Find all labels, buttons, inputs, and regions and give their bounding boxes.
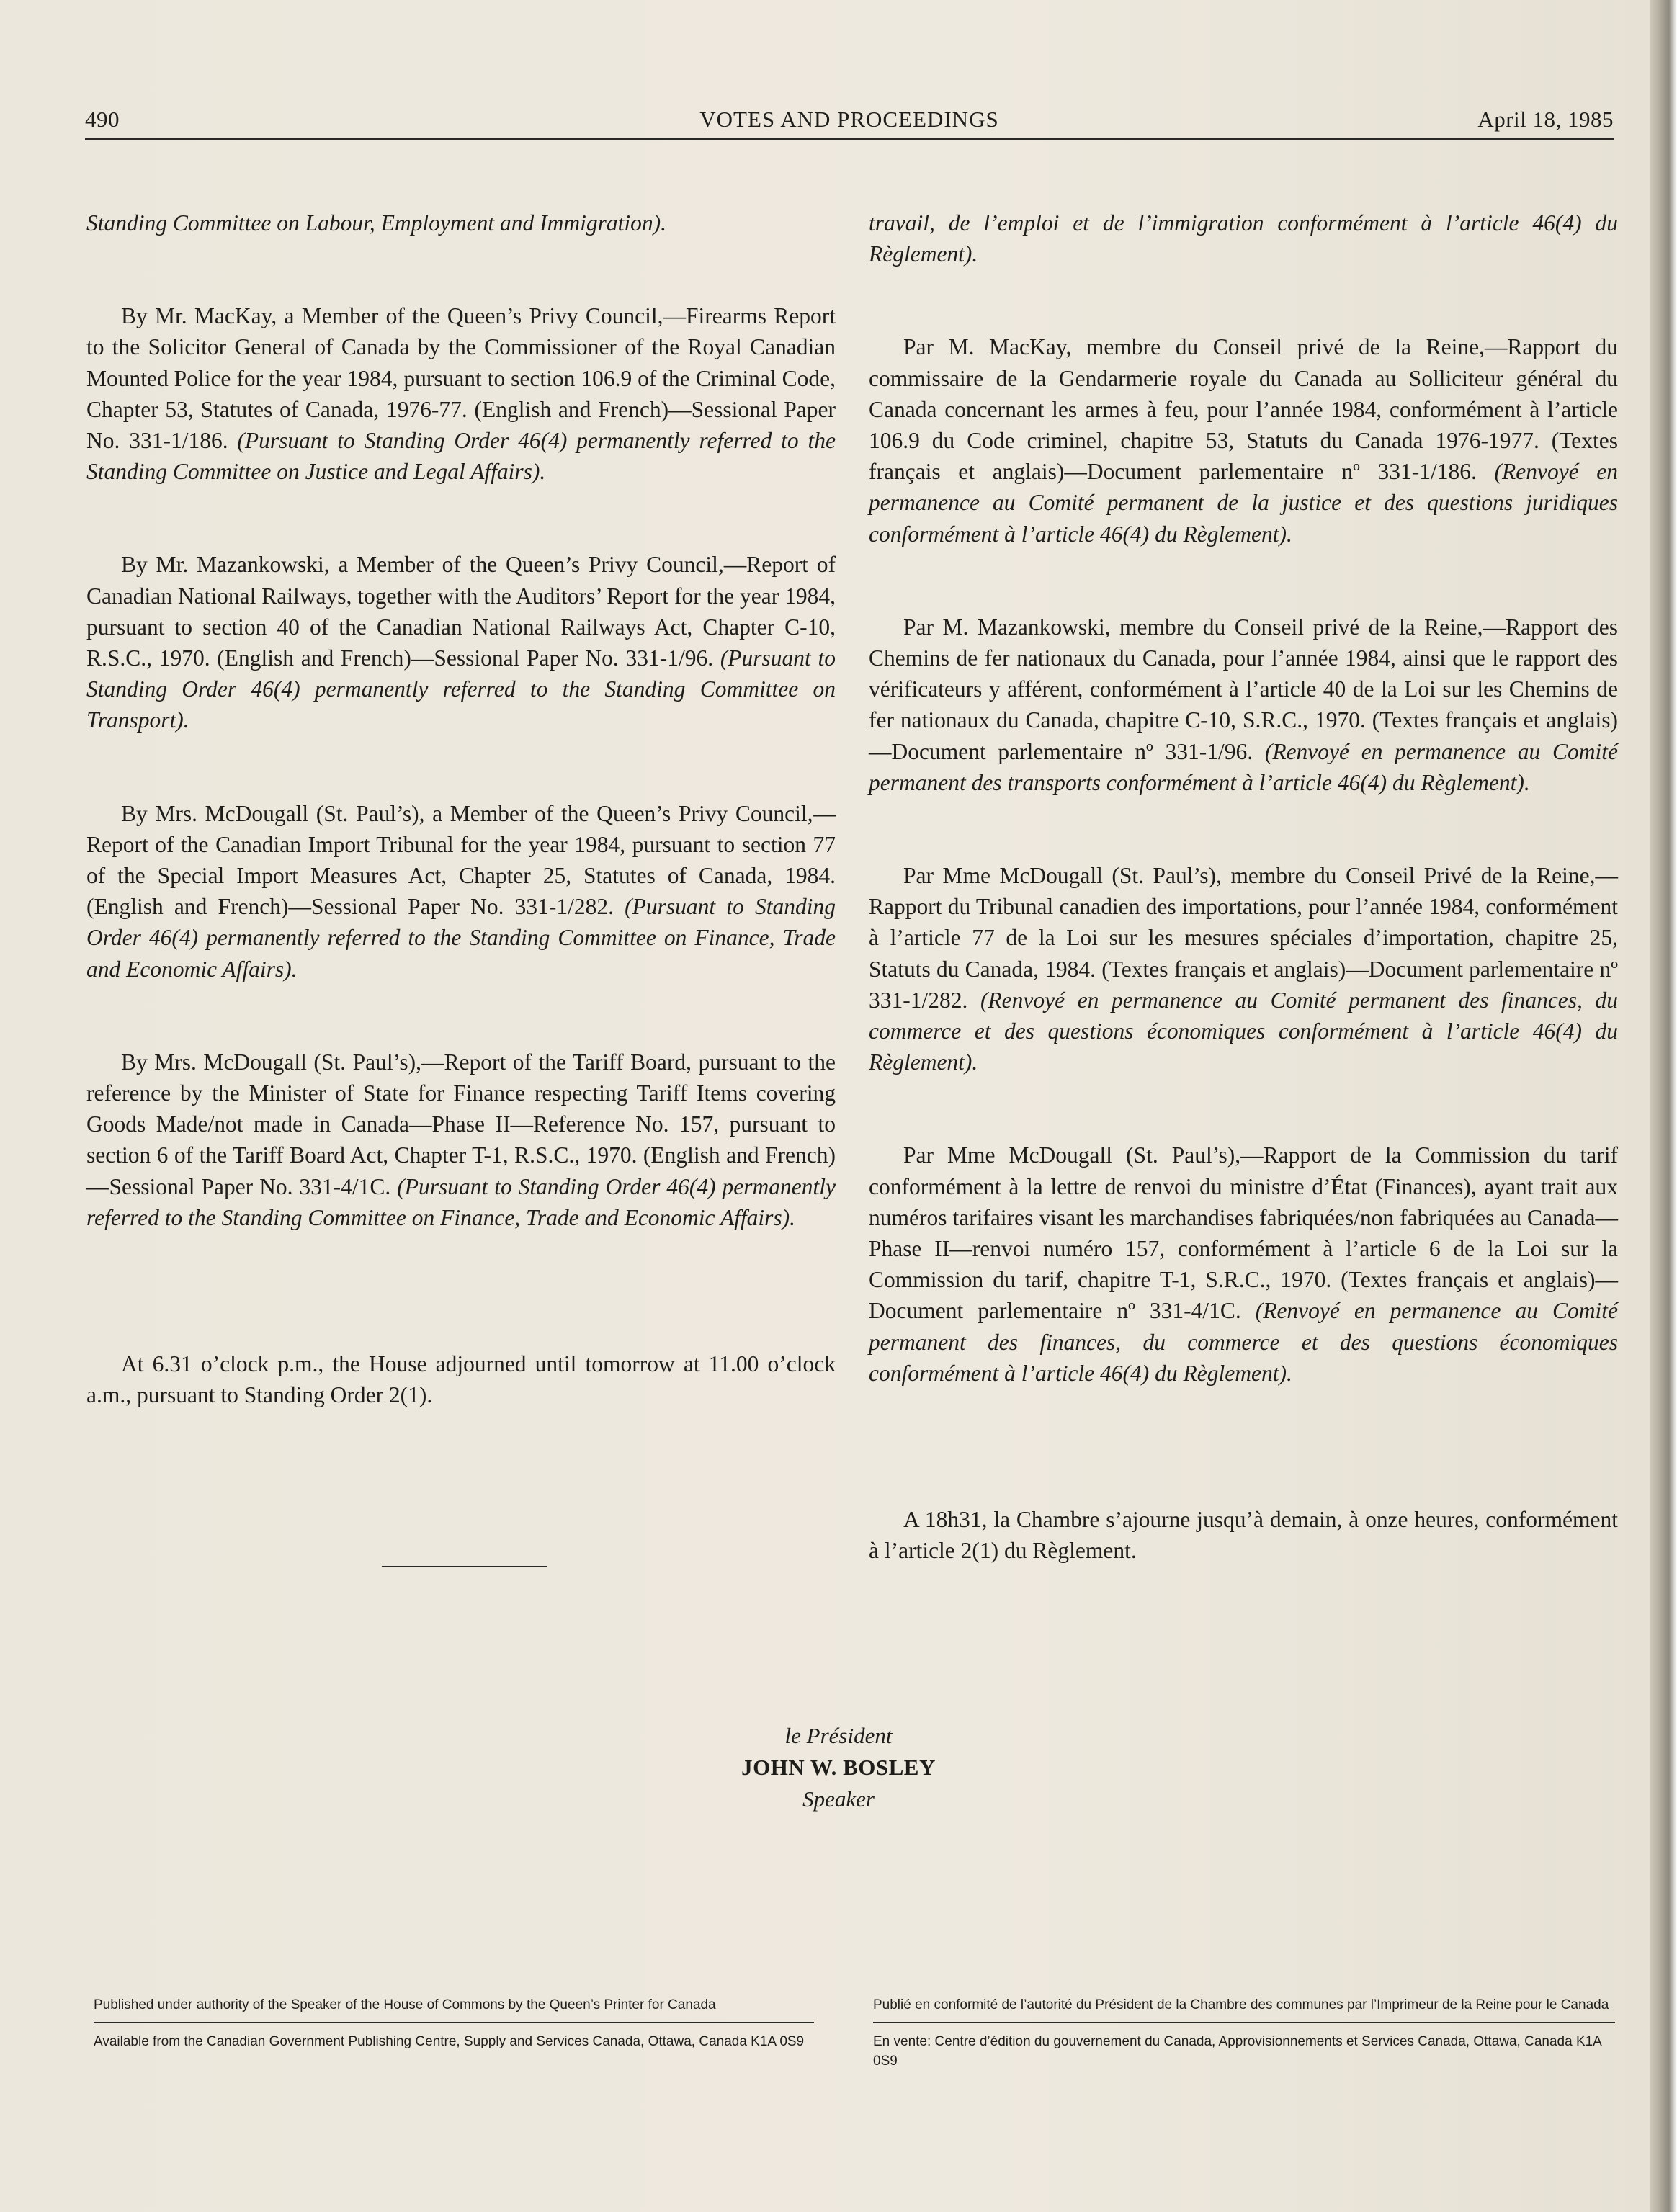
- entry-text: Par M. Mazankowski, membre du Conseil privé de la Reine,—Rapport des Chemins de fer nationaux du Canada, pour l’année 1984, ainsi que le rapport des vérificateurs y afférent, conformément à l’article 40 de la Loi sur les Chemins de fer nationaux du Canada, chapitre C-10, S.R.C., 1970. (Textes français et anglais)—Document parlementaire nº 331-1/96.: [869, 614, 1618, 764]
- footer-english: [94, 1995, 814, 2051]
- entry-referral: (Renvoyé en permanence au Comité permanent des finances, du commerce et des questions économiques conformément à l’article 46(4) du Règlement).: [869, 987, 1618, 1075]
- entry-text: By Mrs. McDougall (St. Paul’s),—Report of the Tariff Board, pursuant to the reference by the Minister of State for Finance respecting Tariff Items covering Goods Made/not made in Canada—Phase II—Reference No. 157, pursuant to section 6 of the Tariff Board Act, Chapter T-1, R.S.C., 1970. (English and French)—Sessional Paper No. 331-4/1C.: [86, 1049, 836, 1199]
- footer-french: [873, 1995, 1615, 2071]
- continued-text: [86, 207, 836, 238]
- entry-mazankowski-en: [86, 549, 836, 735]
- english-column: [86, 207, 836, 1410]
- page-number: 490: [85, 107, 120, 132]
- entry-referral: (Pursuant to Standing Order 46(4) permanently referred to the Standing Committee on Justice and Legal Affairs).: [86, 428, 836, 485]
- header-date: April 18, 1985: [1477, 107, 1614, 132]
- entry-mazankowski-fr: [869, 612, 1618, 798]
- entry-mcdougall-tariff-en: [86, 1047, 836, 1233]
- entry-referral: (Pursuant to Standing Order 46(4) permanently referred to the Standing Committee on Transport).: [86, 645, 836, 733]
- page-edge: [1650, 0, 1677, 2212]
- signature-office: Speaker: [802, 1786, 875, 1812]
- adjournment-text: A 18h31, la Chambre s’ajourne jusqu’à demain, à onze heures, conformément à l’article 2(1) du Règlement.: [869, 1507, 1618, 1564]
- french-column: [869, 207, 1618, 1567]
- entry-text: Par Mme McDougall (St. Paul’s),—Rapport de la Commission du tarif conformément à la lettre de renvoi du ministre d’État (Finances), ayant trait aux numéros tarifaires visant les marchandises fabriquées/non fabriquées au Canada—Phase II—renvoi numéro 157, conformément à l’article 6 de la Loi sur la Commission du tarif, chapitre T-1, S.R.C., 1970. (Textes français et anglais)—Document parlementaire nº 331-4/1C.: [869, 1142, 1618, 1324]
- entry-text: By Mr. Mazankowski, a Member of the Queen’s Privy Council,—Report of Canadian National Railways, together with the Auditors’ Report for the year 1984, pursuant to section 40 of the Canadian National Railways Act, Chapter C-10, R.S.C., 1970. (English and French)—Sessional Paper No. 331-1/96.: [86, 552, 836, 671]
- page-header: [85, 107, 1614, 138]
- signature-role: le Président: [784, 1723, 893, 1748]
- entry-mcdougall-import-en: [86, 798, 836, 985]
- running-title: VOTES AND PROCEEDINGS: [699, 107, 999, 132]
- continued-text: [869, 207, 1618, 269]
- entry-text: By Mrs. McDougall (St. Paul’s), a Member of the Queen’s Privy Council,—Report of the Canadian Import Tribunal for the year 1984, pursuant to section 77 of the Special Import Measures Act, Chapter 25, Statutes of Canada, 1984. (English and French)—Sessional Paper No. 331-1/282.: [86, 800, 836, 920]
- adjournment-text: At 6.31 o’clock p.m., the House adjourned until tomorrow at 11.00 o’clock a.m., pursuant to Standing Order 2(1).: [86, 1351, 836, 1408]
- adjournment-en: [86, 1348, 836, 1410]
- signature-block: [0, 1723, 1677, 1812]
- entry-text: Par M. MacKay, membre du Conseil privé de la Reine,—Rapport du commissaire de la Gendarmerie royale du Canada au Solliciteur général du Canada concernant les armes à feu, pour l’année 1984, conformément à l’article 106.9 du Code criminel, chapitre 53, Statuts du Canada 1976-1977. (Textes français et anglais)—Document parlementaire nº 331-1/186.: [869, 334, 1618, 485]
- entry-referral: (Renvoyé en permanence au Comité permanent de la justice et des questions juridiques conformément à l’article 46(4) du Règlement).: [869, 459, 1618, 547]
- header-rule: [85, 138, 1614, 140]
- entry-mackay-fr: [869, 331, 1618, 549]
- entry-mackay-en: [86, 300, 836, 487]
- publish-notice-fr: Publié en conformité de l’autorité du Président de la Chambre des communes par l’Imprimeur de la Reine pour le Canada: [873, 1997, 1609, 2012]
- section-rule: [382, 1566, 547, 1567]
- entry-mcdougall-tariff-fr: [869, 1139, 1618, 1389]
- entry-referral: (Renvoyé en permanence au Comité permanent des finances, du commerce et des questions économiques conformément à l’article 46(4) du Règlement).: [869, 1298, 1618, 1386]
- entry-referral: (Pursuant to Standing Order 46(4) permanently referred to the Standing Committee on Finance, Trade and Economic Affairs).: [86, 1173, 836, 1230]
- publish-notice-en: Published under authority of the Speaker of the House of Commons by the Queen’s Printer for Canada: [94, 1997, 716, 2012]
- entry-referral: (Renvoyé en permanence au Comité permanent des transports conformément à l’article 46(4) du Règlement).: [869, 738, 1618, 795]
- availability-notice-en: Available from the Canadian Government Publishing Centre, Supply and Services Canada, Ottawa, Canada K1A 0S9: [94, 2022, 814, 2051]
- entry-text: Par Mme McDougall (St. Paul’s), membre du Conseil Privé de la Reine,—Rapport du Tribunal canadien des importations, pour l’année 1984, conformément à l’article 77 de la Loi sur les mesures spéciales d’importation, chapitre 25, Statuts du Canada, 1984. (Textes français et anglais)—Document parlementaire nº 331-1/282.: [869, 863, 1618, 1013]
- entry-mcdougall-import-fr: [869, 860, 1618, 1078]
- adjournment-fr: [869, 1504, 1618, 1566]
- continued-italic: Standing Committee on Labour, Employment and Immigration).: [86, 210, 666, 236]
- signature-name: JOHN W. BOSLEY: [741, 1755, 936, 1780]
- entry-referral: (Pursuant to Standing Order 46(4) permanently referred to the Standing Committee on Finance, Trade and Economic Affairs).: [86, 894, 836, 982]
- availability-notice-fr: En vente: Centre d’édition du gouvernement du Canada, Approvisionnements et Services Canada, Ottawa, Canada K1A 0S9: [873, 2022, 1615, 2071]
- continued-italic: travail, de l’emploi et de l’immigration conformément à l’article 46(4) du Règlement).: [869, 210, 1618, 267]
- entry-text: By Mr. MacKay, a Member of the Queen’s Privy Council,—Firearms Report to the Solicitor General of Canada by the Commissioner of the Royal Canadian Mounted Police for the year 1984, pursuant to section 106.9 of the Criminal Code, Chapter 53, Statutes of Canada, 1976-77. (English and French)—Sessional Paper No. 331-1/186.: [86, 303, 836, 454]
